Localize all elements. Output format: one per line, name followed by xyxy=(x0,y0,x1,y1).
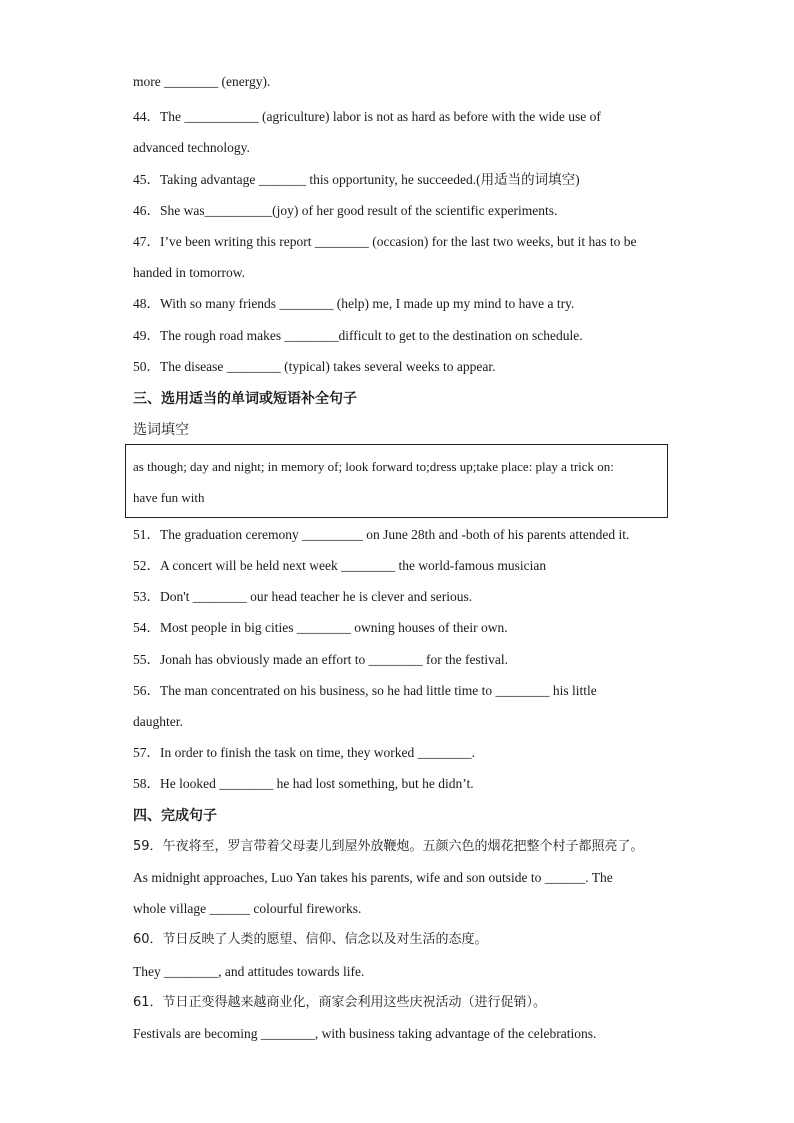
q47-line1: 47．I’ve been writing this report ________ (occasion) for the last two weeks, but it has to be xyxy=(133,234,637,249)
q43-continuation: more ________ (energy). xyxy=(133,74,271,89)
section3-heading: 三、选用适当的单词或短语补全句子 xyxy=(133,391,357,407)
q44-line1: 44．The ___________ (agriculture) labor is not as hard as before with the wide use of xyxy=(133,109,601,124)
q47-line2: handed in tomorrow. xyxy=(133,265,245,280)
q45: 45．Taking advantage _______ this opportunity, he succeeded.(用适当的词填空) xyxy=(133,172,580,187)
q59-line2: whole village ______ colourful fireworks. xyxy=(133,901,362,916)
q44-line2: advanced technology. xyxy=(133,140,250,155)
q60: They ________, and attitudes towards life. xyxy=(133,964,365,979)
q56-line1: 56．The man concentrated on his business, so he had little time to ________ his little xyxy=(133,683,597,698)
q48: 48．With so many friends ________ (help) me, I made up my mind to have a try. xyxy=(133,296,575,311)
section3-subheading: 选词填空 xyxy=(133,422,189,438)
word-bank-line1: as though; day and night; in memory of; look forward to;dress up;take place: play a trick on: xyxy=(133,459,614,474)
word-bank-line2: have fun with xyxy=(133,490,205,505)
q59-line1: As midnight approaches, Luo Yan takes his parents, wife and son outside to ______. The xyxy=(133,870,613,885)
q53: 53．Don't ________ our head teacher he is clever and serious. xyxy=(133,589,473,604)
q46: 46．She was__________(joy) of her good result of the scientific experiments. xyxy=(133,203,558,218)
q57: 57．In order to finish the task on time, they worked ________. xyxy=(133,745,475,760)
q54: 54．Most people in big cities ________ owning houses of their own. xyxy=(133,620,508,635)
q60-chinese: 60．节日反映了人类的愿望、信仰、信念以及对生活的态度。 xyxy=(133,932,488,947)
section4-heading: 四、完成句子 xyxy=(133,808,217,824)
q49: 49．The rough road makes ________difficult to get to the destination on schedule. xyxy=(133,328,583,343)
q52: 52．A concert will be held next week ________ the world-famous musician xyxy=(133,558,547,573)
q55: 55．Jonah has obviously made an effort to ________ for the festival. xyxy=(133,652,509,667)
q58: 58．He looked ________ he had lost something, but he didn’t. xyxy=(133,776,474,791)
q59-chinese: 59．午夜将至，罗言带着父母妻儿到屋外放鞭炮。五颜六色的烟花把整个村子都照亮了。 xyxy=(133,839,644,854)
word-bank-box xyxy=(125,444,668,518)
q50: 50．The disease ________ (typical) takes several weeks to appear. xyxy=(133,359,496,374)
q61: Festivals are becoming ________, with business taking advantage of the celebrations. xyxy=(133,1026,597,1041)
q56-line2: daughter. xyxy=(133,714,183,729)
q61-chinese: 61．节日正变得越来越商业化，商家会利用这些庆祝活动（进行促销）。 xyxy=(133,995,547,1010)
q51: 51．The graduation ceremony _________ on June 28th and -both of his parents attended it. xyxy=(133,527,630,542)
